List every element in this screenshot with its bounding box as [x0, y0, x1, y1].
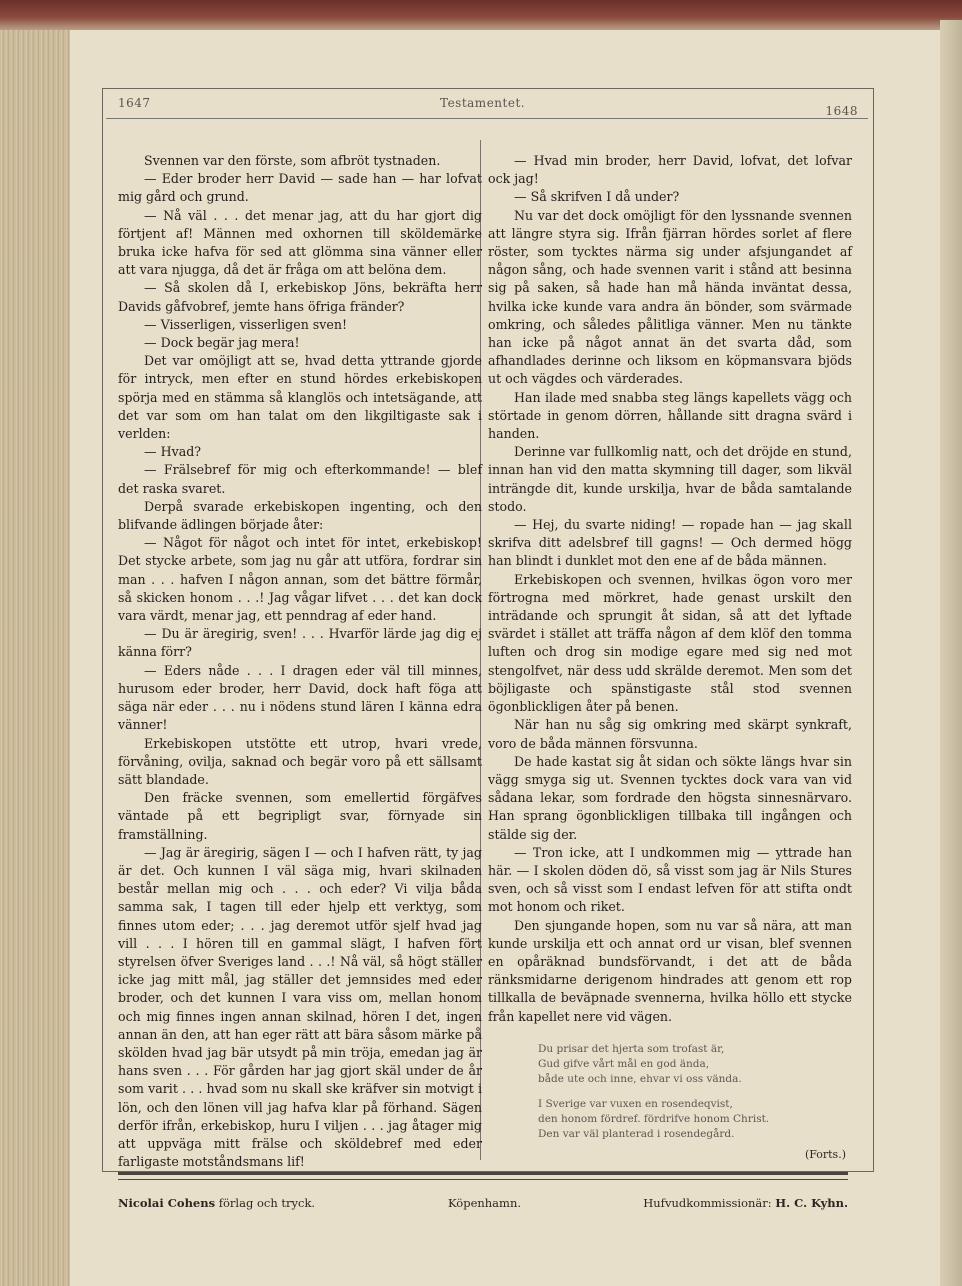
paragraph: — Hvad? [144, 444, 202, 460]
paragraph: — Visserligen, visserligen sven! [144, 316, 348, 332]
book-right-edge [940, 20, 962, 1286]
paragraph: — Så skrifven I då under? [514, 189, 680, 205]
left-column [118, 152, 482, 1171]
commission-agent [643, 1196, 848, 1210]
paragraph: Det var omöjligt att se, hvad detta yttrande gjorde för intryck, men efter en stund hördes erkebiskopen spörja med en stämma så klanglös och intetsägande, att det var som om han talat om den likgiltigaste sak i verlden: [118, 353, 482, 442]
poem-line: både ute och inne, ehvar vi oss vända. [538, 1072, 742, 1085]
poem-line: Gud gifve vårt mål en god ända, [538, 1057, 710, 1070]
poem-stanza [538, 1042, 852, 1087]
running-header [118, 96, 858, 116]
footer-rule-thick [118, 1172, 848, 1175]
publisher [118, 1196, 315, 1210]
paragraph: Derinne var fullkomlig natt, och det dröjde en stund, innan han vid den matta skymning till dager, som likväl inträngde dit, kunde urskilja, hvar de båda samtalande stodo. [488, 444, 852, 514]
paragraph: — Eders nåde . . . I dragen eder väl till minnes, hurusom eder broder, herr David, dock haft föga att säga när eder . . . nu i nödens stund lären I känna edra vänner! [118, 662, 482, 733]
paragraph: Nu var det dock omöjligt för den lyssnande svennen att längre styra sig. Ifrån fjärran hördes sorlet af flere röster, som tycktes närma sig under afsjungandet af någon sång, och hade svennen varit i stånd att besinna sig på saken, så hade han må hända inväntat dessa, hvilka icke kunde vara andra än bönder, som svärmade omkring, och således pålitliga vänner. Men nu tänkte han icke på något annat än det svarta dåd, som afhandlades derinne och liksom en köpmansvara bjöds ut och vägdes och värderades. [488, 207, 852, 387]
poem-line: Den var väl planterad i rosendegård. [538, 1127, 735, 1140]
paragraph: — Hej, du svarte niding! — ropade han — jag skall skrifva ditt adelsbref till gagns! — Och dermed högg han blindt i dunklet mot den ene af de båda männen. [488, 517, 852, 569]
publisher-name: Nicolai Cohens [118, 1196, 216, 1210]
poem-line: I Sverige var vuxen en rosendeqvist, [538, 1097, 733, 1110]
book-top-edge [0, 0, 962, 34]
continued-note: (Forts.) [804, 1147, 846, 1161]
paragraph: — Så skolen då I, erkebiskop Jöns, bekräfta herr Davids gåfvobref, jemte hans öfriga fränder? [118, 280, 482, 314]
paragraph: — Hvad min broder, herr David, lofvat, det lofvar ock jag! [488, 153, 852, 187]
paragraph: — Tron icke, att I undkommen mig — yttrade han här. — I skolen döden dö, så visst som jag är Nils Stures sven, och så visst som I endast lefven för att stifta ondt mot honom och riket. [488, 844, 852, 915]
agent-label: Hufvudkommissionär: [643, 1196, 776, 1210]
paragraph: — Eder broder herr David — sade han — har lofvat mig gård och grund. [118, 171, 482, 205]
city: Köpenhamn. [448, 1196, 522, 1210]
poem-line: Du prisar det hjerta som trofast är, [538, 1042, 725, 1055]
publisher-rest: förlag och tryck. [215, 1196, 316, 1210]
poem-stanza [538, 1097, 852, 1142]
paragraph: Erkebiskopen och svennen, hvilkas ögon voro mer förtrogna med mörkret, hade genast urskilt den inträdande och sprungit åt sidan, så att det lyftade svärdet i stället att träffa någon af dem klöf den tomma luften och drog sin modige egare med sig ned mot stengolfvet, när dess udd skrälde deremot. Men som det böjligaste och spänstigaste stål stod svennen ögonblickligen åter på benen. [488, 571, 852, 715]
poem-line: den honom fördref. fördrifve honom Christ. [538, 1112, 770, 1125]
paragraph: Erkebiskopen utstötte ett utrop, hvari vrede, förvåning, ovilja, saknad och begär voro på ett sällsamt sätt blandade. [118, 735, 482, 787]
footer-rule-thin [118, 1179, 848, 1180]
paragraph: Derpå svarade erkebiskopen ingenting, och den blifvande ädlingen började åter: [118, 498, 482, 533]
paragraph: — Frälsebref för mig och efterkommande! — blef det raska svaret. [118, 462, 482, 496]
paragraph: — Dock begär jag mera! [144, 335, 300, 351]
paragraph: De hade kastat sig åt sidan och sökte längs hvar sin vägg smyga sig ut. Svennen tycktes dock vara van vid sådana lekar, som fordrade den högsta sinnesnärvaro. Han sprang ögonblickligen tillbaka till ingången och stälde sig der. [488, 753, 852, 842]
paragraph: Han ilade med snabba steg längs kapellets vägg och störtade in genom dörren, hållande sitt dragna svärd i handen. [488, 389, 852, 442]
agent-name: H. C. Kyhn. [775, 1196, 848, 1210]
book-page-stack [0, 30, 70, 1286]
paragraph: Den fräcke svennen, som emellertid förgäfves väntade på ett begripligt svar, förnyade sin framställning. [118, 790, 482, 842]
header-rule [106, 118, 868, 119]
right-column [488, 152, 852, 1164]
imprint-footer [118, 1196, 848, 1216]
paragraph: — Något för något och intet för intet, erkebiskop! Det stycke arbete, som jag nu går att utföra, fordrar sin man . . . hafven I någon annan, som det bättre förmår, så skicken honom . . .! Jag vågar lifvet . . . det kan dock vara värdt, menar jag, ett penndrag af eder hand. [118, 535, 482, 624]
poem [488, 1042, 852, 1142]
page-number-right: 1648 [825, 104, 858, 118]
running-title: Testamentet. [440, 96, 526, 110]
paragraph: — Nå väl . . . det menar jag, att du har gjort dig förtjent af! Männen med oxhornen till sköldemärke bruka icke hafva för sed att glömma sina vänner eller att vara njugga, då det är fråga om att belöna dem. [118, 207, 482, 278]
paragraph: — Jag är äregirig, sägen I — och I hafven rätt, ty jag är det. Och kunnen I väl säga mig, hvari skilnaden består mellan mig och . . . och eder? Vi vilja båda samma sak, I tagen till eder hjelp ett verktyg, som finnes utom eder; . . . jag deremot utför sjelf hvad jag vill . . . I hören till en gammal slägt, I hafven fört styrelsen öfver Sveriges land . . .! Nå väl, så högt ställer icke jag mitt mål, jag ställer det jemnsides med eder broder, och det kunnen I vara viss om, mellan honom och mig finnes ingen annan skilnad, hören I det, ingen annan än den, att han eger rätt att bära såsom märke på skölden hvad jag bär utsydt på min tröja, emedan jag är hans sven . . . För gården har jag gjort skäl under de år som varit . . . hvad som nu skall ske kräfver sin motvigt i lön, och den lönen vill jag hafva klar på förhand. Sägen derför ifrån, erkebiskop, huru I viljen . . . jag åtager mig att uppväga mitt frälse och sköldebref med eder farligaste motståndsmans lif! [118, 844, 482, 1170]
page-number-left: 1647 [118, 96, 151, 110]
paragraph: — Du är äregirig, sven! . . . Hvarför lärde jag dig ej känna förr? [118, 626, 482, 660]
paragraph: Svennen var den förste, som afbröt tystnaden. [144, 153, 441, 168]
paragraph: Den sjungande hopen, som nu var så nära, att man kunde urskilja ett och annat ord ur visan, blef svennen en opåräknad bundsförvandt, i det att de båda ränksmidarne derigenom hindrades att genom ett rop tillkalla de beväpnade svennerna, hvilka höllo ett stycke från kapellet nere vid vägen. [488, 917, 852, 1024]
paragraph: När han nu såg sig omkring med skärpt synkraft, voro de båda männen försvunna. [488, 717, 852, 751]
